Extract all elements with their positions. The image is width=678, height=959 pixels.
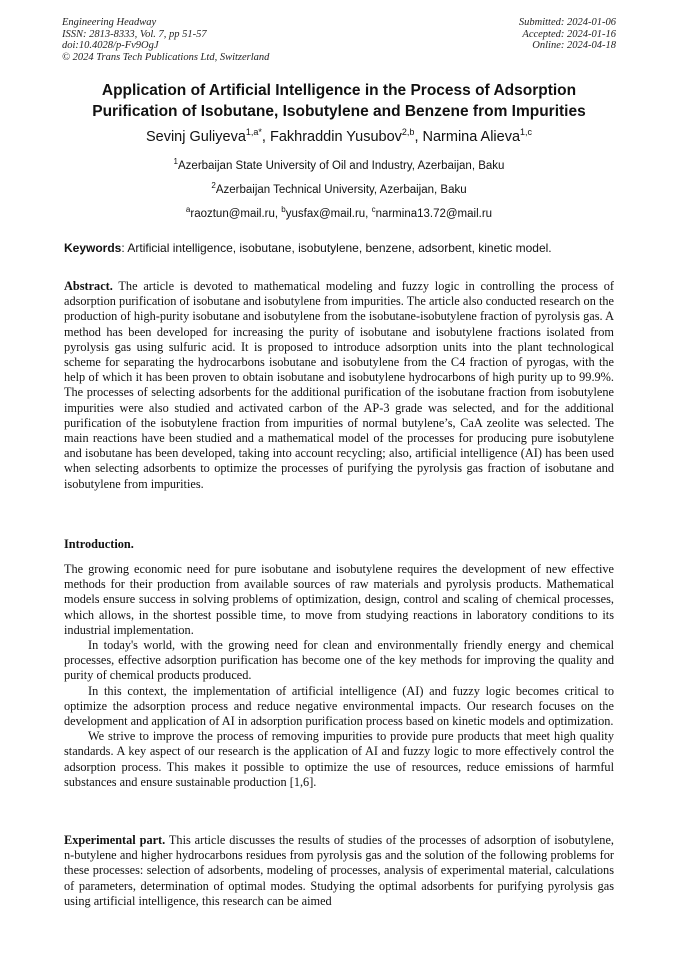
author-name: Sevinj Guliyeva (145, 128, 246, 145)
author-name: Narmina Alieva (422, 128, 521, 145)
dates-info (519, 17, 616, 52)
intro-paragraph-2: In today's world, with the growing need for clean and environmentally friendly energy and chemical processes, effective adsorption purification has become one of the key methods for improving the quality and purity of chemical products produced. (64, 638, 614, 683)
keywords-text: : Artificial intelligence, isobutane, isobutylene, benzene, adsorbent, kinetic model. (121, 241, 552, 255)
experimental-label: Experimental part. (64, 833, 166, 847)
email-link[interactable]: narmina13.72@mail.ru (375, 207, 493, 220)
affiliation-sup: 2 (211, 181, 216, 190)
intro-paragraph-1: The growing economic need for pure isobutane and isobutylene requires the development of new effective methods for their production from available sources of raw materials and pyrolysis products. Mathematical models ensure success in solving problems of optimization, design, control and scaling of chemical processes, which allows, in the shortest possible time, to move from studying reactions in laboratory conditions to its industrial implementation. (64, 562, 614, 637)
doi-line[interactable]: doi:10.4028/p-Fv9OgJ (62, 40, 159, 51)
copyright-line: © 2024 Trans Tech Publications Ltd, Switzerland (62, 51, 270, 63)
introduction-body (64, 562, 614, 790)
author-affil-sup: 2,b (401, 127, 415, 137)
journal-info (62, 17, 269, 63)
experimental-section (64, 833, 614, 909)
experimental-text: This article discusses the results of studies of the processes of adsorption of isobutylene, n-butylene and higher hydrocarbons residues from pyrolysis gas and the solution of the following problems for these processes: selection of adsorbents, modeling of processes, analysis of experimental material, calculations of parameters, determination of optimal modes. Studying the optimal adsorbents for purifying pyrolysis gas using artificial intelligence, this research can be aimed (64, 833, 614, 908)
intro-paragraph-3: In this context, the implementation of artificial intelligence (AI) and fuzzy logic becomes critical to optimize the adsorption process and reduce negative environmental impacts. Our research focuses on the development and application of AI in adsorption purification process based on kinetic models and optimization. (64, 683, 614, 729)
affiliation-text: Azerbaijan State University of Oil and Industry, Azerbaijan, Baku (178, 159, 505, 172)
affiliation-1 (40, 157, 638, 172)
author-name: Fakhraddin Yusubov (269, 128, 402, 145)
abstract-label: Abstract. (64, 279, 113, 293)
intro-paragraph-4: We strive to improve the process of removing impurities to provide pure products that meet high quality standards. A key aspect of our research is the application of AI and fuzzy logic to more effectively control the adsorption process. This makes it possible to optimize the use of resources, reduce emissions of harmful substances and ensure sustainable production [1,6]. (64, 729, 614, 789)
author-list (40, 127, 638, 145)
paper-title (40, 80, 638, 122)
abstract-text: The article is devoted to mathematical modeling and fuzzy logic in controlling the process of adsorption purification of isobutane and isobutylene from impurities. The article also conducted research on the production of high-purity isobutane and isobutylene from the isobutane-isobutylene fraction of pyrolysis gas. A method has been developed for increasing the purity of isobutane and isobutylene fractions isolated from pyrolysis gas using sulfuric acid. It is proposed to introduce adsorption units into the plant technological scheme for separating the hydrocarbons isobutane and isobutylene from the C4 fraction of pyrogas, with the help of which it has been proven to obtain isobutane and isobutylene hydrocarbons of high purity up to 99.9%. The processes of selecting adsorbents for the additional purification of the isobutane fraction from isobutylene impurities were also studied and activated carbon of the AP-3 grade was selected, and for the additional purification of the isobutylene fraction from impurities of normal butylene’s, CaA zeolite was selected. The main reactions have been studied and a mathematical model of the processes for producing pure isobutylene and isobutane has been developed, taking into account recycling; also, artificial intelligence (AI) has been used when selecting adsorbents to optimize the processes of purifying the pyrolysis gas fraction of isobutane and isobutylene from impurities. (64, 279, 614, 491)
author-separator: , (414, 128, 423, 145)
keywords (64, 241, 618, 255)
journal-name: Engineering Headway (62, 17, 157, 28)
email-sup: b (281, 205, 286, 214)
title-line-2: Purification of Isobutane, Isobutylene and Benzene from Impurities (92, 103, 586, 120)
abstract-section (64, 279, 614, 492)
email-sup: a (185, 205, 191, 214)
title-line-1: Application of Artificial Intelligence in the Process of Adsorption (101, 82, 577, 99)
submitted-date: Submitted: 2024-01-06 (518, 17, 616, 28)
email-link[interactable]: yusfax@mail.ru (285, 207, 366, 220)
affiliation-sup: 1 (173, 157, 178, 166)
affiliation-2 (40, 181, 638, 196)
accepted-date: Accepted: 2024-01-16 (522, 28, 616, 40)
online-date: Online: 2024-04-18 (532, 40, 616, 51)
email-line: $^a$raoztun@mail.ru, $^b$yusfax@mail.ru, $^c$narmina13.72@mail.ru (185, 205, 493, 220)
email-sup: c (371, 205, 376, 214)
author-affil-sup: 1,a* (245, 127, 262, 137)
author-separator: , (261, 128, 270, 145)
issn-line: ISSN: 2813-8333, Vol. 7, pp 51-57 (62, 28, 207, 40)
introduction-section (64, 537, 614, 552)
affiliation-text: Azerbaijan Technical University, Azerbaijan, Baku (215, 183, 467, 196)
keywords-label: Keywords (64, 241, 122, 255)
introduction-heading: Introduction. (64, 537, 134, 551)
email-link[interactable]: raoztun@mail.ru (190, 207, 275, 220)
author-affil-sup: 1,c (520, 127, 533, 137)
